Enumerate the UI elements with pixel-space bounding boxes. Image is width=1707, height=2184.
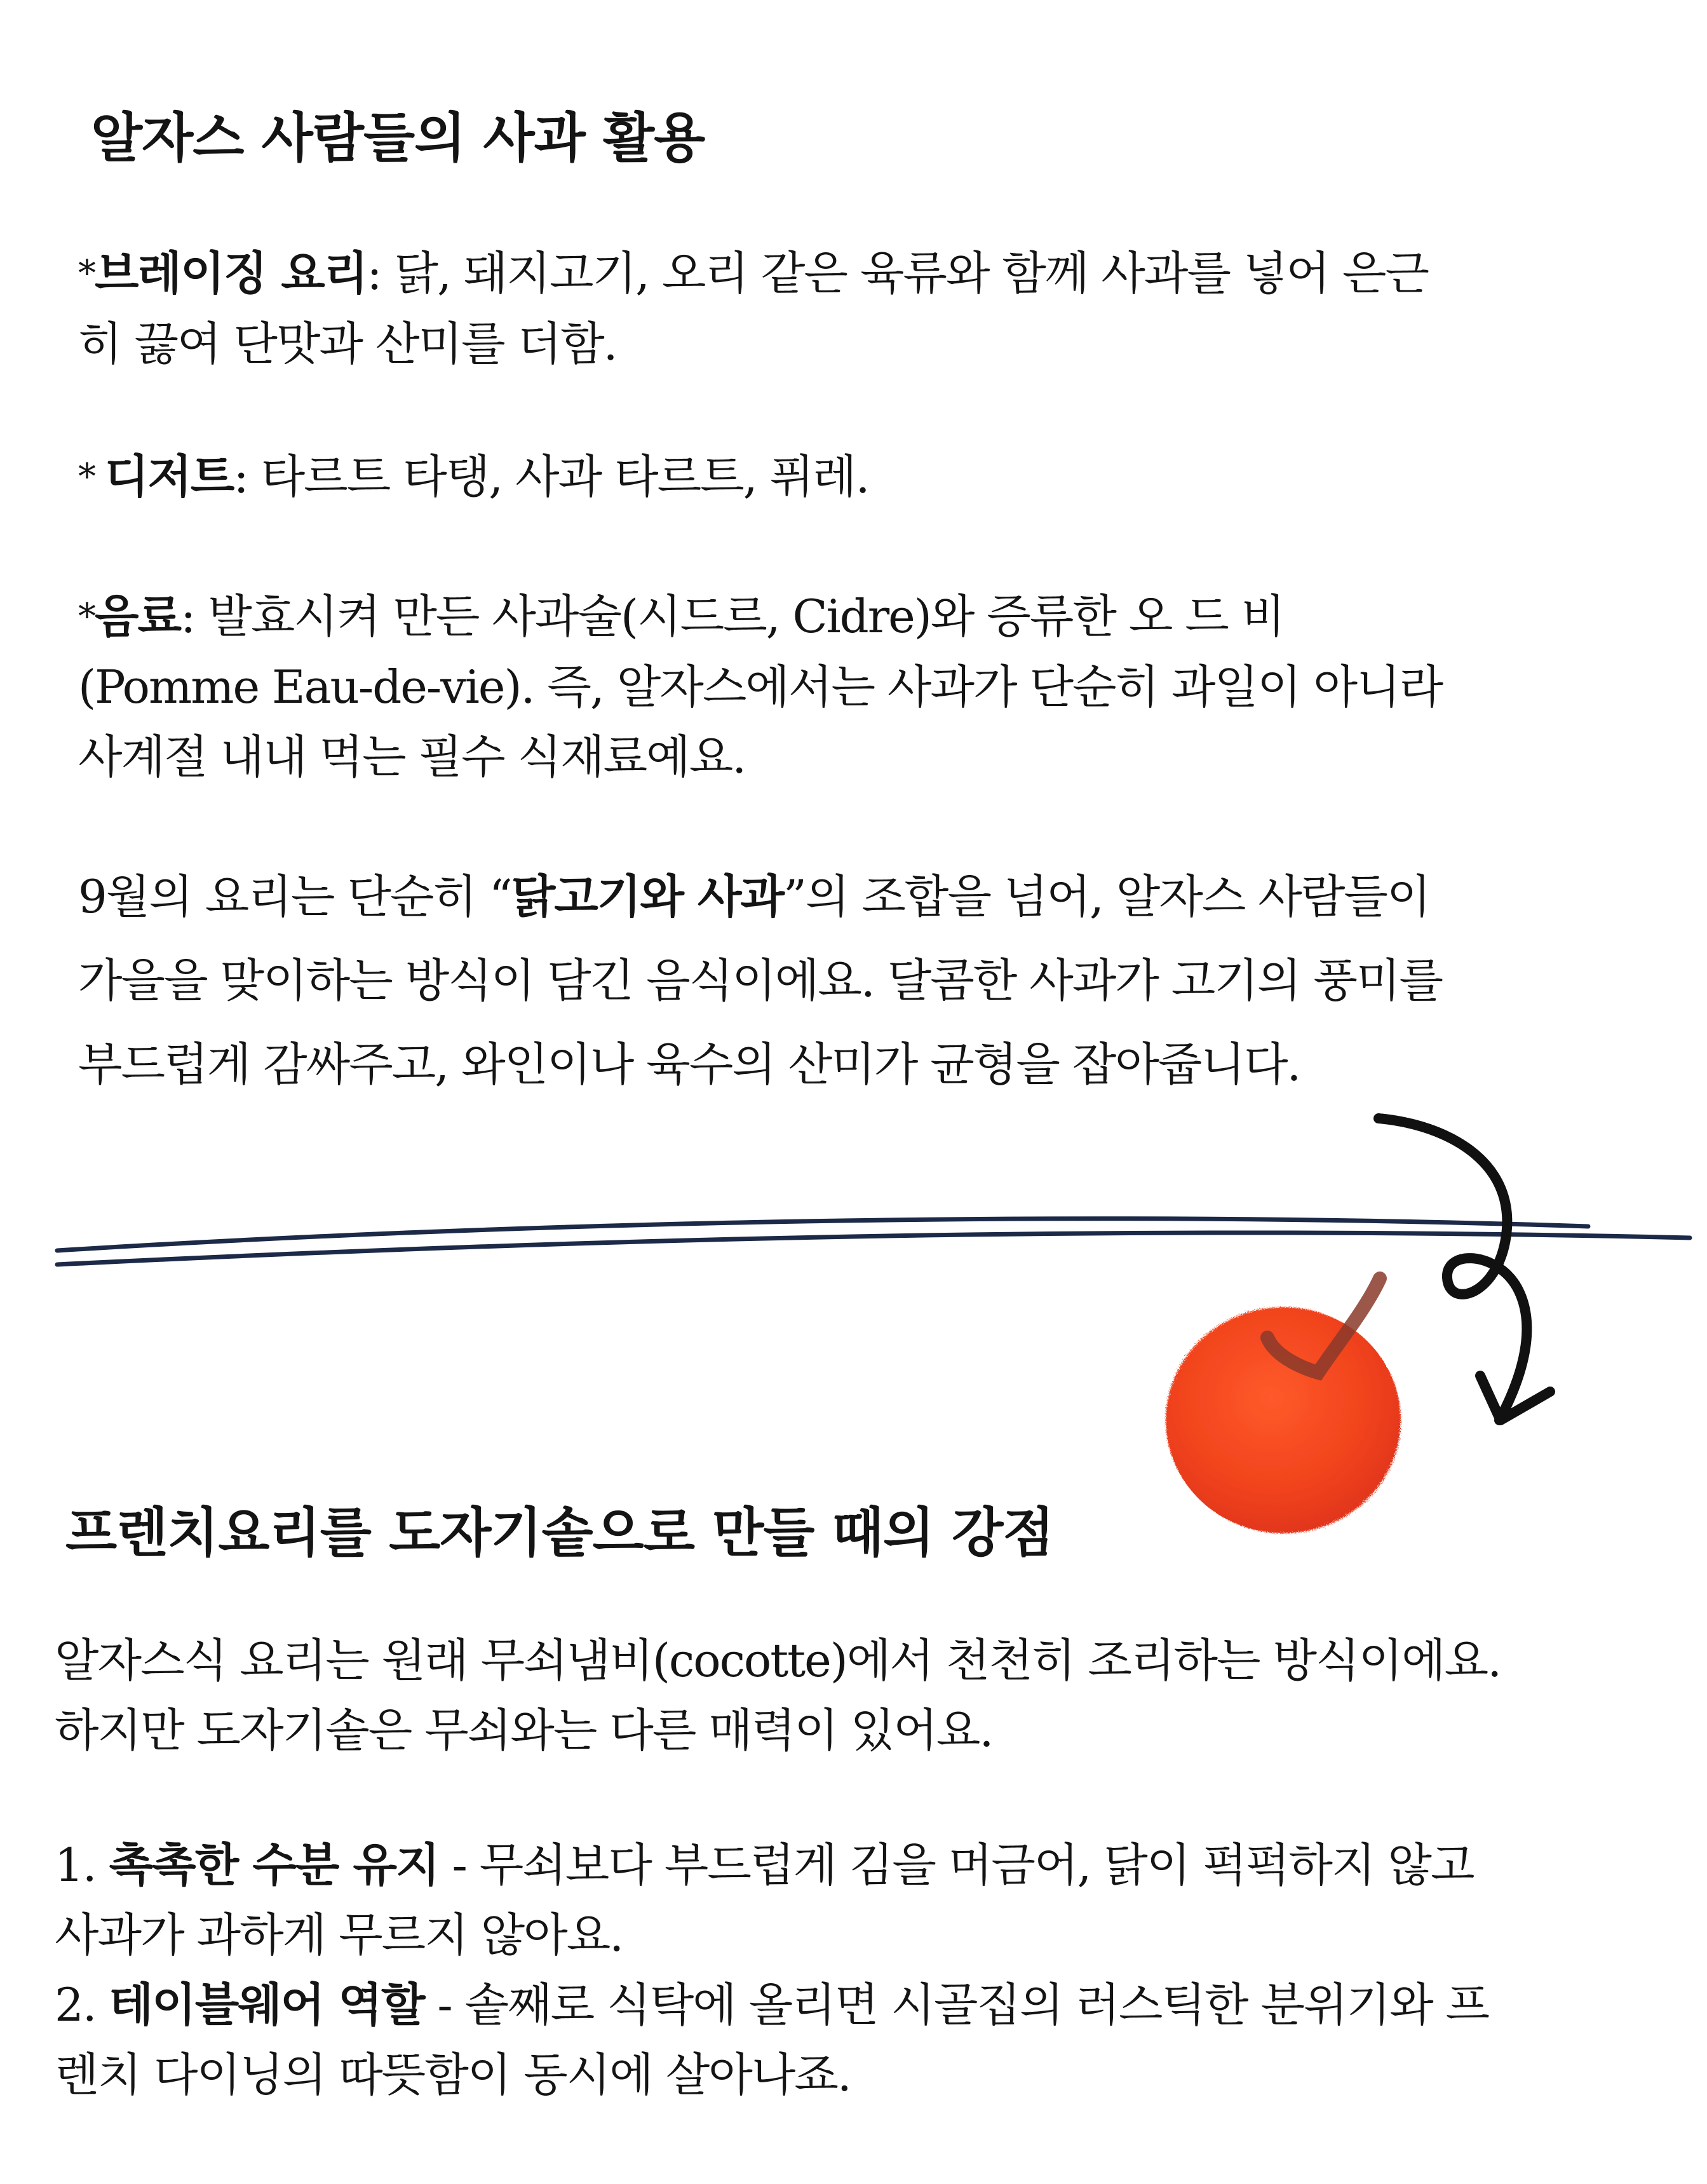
item-text-line: 사계절 내내 먹는 필수 식재료예요. (78, 730, 746, 783)
point-label: 촉촉한 수분 유지 (109, 1838, 439, 1892)
point-text: - 무쇠보다 부드럽게 김을 머금어, 닭이 퍽퍽하지 않고 (438, 1838, 1474, 1892)
point-text: 렌치 다이닝의 따뜻함이 동시에 살아나죠. (55, 2048, 851, 2101)
bullet-star: * (78, 596, 95, 637)
item-label: 브레이징 요리 (95, 247, 367, 300)
point-text: - 솥째로 식탁에 올리면 시골집의 러스틱한 분위기와 프 (424, 1978, 1489, 2031)
section-title-ceramic-pot: 프렌치요리를 도자기솥으로 만들 때의 강점 (65, 1502, 1054, 1564)
summary-emphasis: 닭고기와 사과 (511, 870, 784, 923)
summary-text: 9월의 요리는 단순히 “ (78, 870, 511, 923)
point-text: 사과가 과하게 무르지 않아요. (55, 1908, 623, 1962)
summary-line: 가을을 맞이하는 방식이 담긴 음식이에요. 달콤한 사과가 고기의 풍미를 (78, 954, 1442, 1007)
point-number: 2. (55, 1978, 109, 2031)
curly-arrow-icon (1379, 1118, 1550, 1420)
item-separator: : (233, 450, 261, 503)
item-text-line: 발효시켜 만든 사과술(시드르, Cidre)와 증류한 오 드 비 (208, 590, 1285, 643)
intro-line: 알자스식 요리는 원래 무쇠냄비(cocotte)에서 천천히 조리하는 방식이에요. (55, 1634, 1501, 1687)
bullet-star: * (78, 456, 105, 498)
item-text-line: 닭, 돼지고기, 오리 같은 육류와 함께 사과를 넣어 은근 (394, 247, 1429, 300)
summary-text: ”의 조합을 넘어, 알자스 사람들이 (783, 870, 1430, 923)
numbered-point-moisture (55, 1830, 1474, 1970)
apple-icon (1166, 1279, 1401, 1533)
intro-line: 하지만 도자기솥은 무쇠와는 다른 매력이 있어요. (55, 1704, 993, 1757)
numbered-point-tableware (55, 1970, 1488, 2110)
item-label: 음료 (95, 590, 181, 643)
intro-paragraph (55, 1625, 1501, 1765)
section-title-apple-uses: 알자스 사람들의 사과 활용 (91, 107, 705, 169)
point-number: 1. (55, 1838, 109, 1892)
double-line-divider (57, 1219, 1690, 1265)
item-separator: : (180, 590, 208, 643)
item-label: 디저트 (104, 450, 234, 503)
summary-line: 부드럽게 감싸주고, 와인이나 육수의 산미가 균형을 잡아줍니다. (78, 1038, 1300, 1091)
bullet-star: * (78, 253, 95, 294)
item-text-line: 타르트 타탱, 사과 타르트, 퓌레. (260, 450, 869, 503)
point-label: 테이블웨어 역할 (109, 1978, 424, 2031)
item-separator: : (367, 247, 395, 300)
item-text-line: (Pomme Eau-de-vie). 즉, 알자스에서는 사과가 단순히 과일이 아니라 (78, 660, 1443, 714)
item-text-line: 히 끓여 단맛과 산미를 더함. (78, 317, 617, 370)
